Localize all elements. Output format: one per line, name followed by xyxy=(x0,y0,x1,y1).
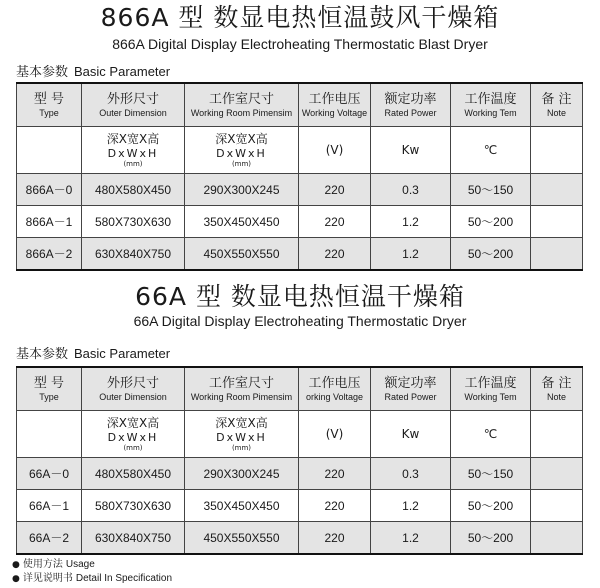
header-voltage: 工作电压 Working Voltage xyxy=(299,83,371,127)
basic-parameter-label-1 xyxy=(16,64,170,81)
table-row: 66A－1 580X730X630 350X450X450 220 1.2 50～200 xyxy=(17,490,583,522)
unit-type xyxy=(17,411,82,458)
unit-note xyxy=(531,127,583,174)
unit-voltage: (V) xyxy=(299,127,371,174)
header-type: 型 号 Type xyxy=(17,367,82,411)
unit-temp: ℃ xyxy=(451,127,531,174)
header-power: 额定功率 Rated Power xyxy=(371,83,451,127)
unit-row xyxy=(17,411,583,458)
table-row: 866A－0 480X580X450 290X300X245 220 0.3 50～150 xyxy=(17,174,583,206)
unit-note xyxy=(531,411,583,458)
unit-room: 深X宽X高 DxWxH (mm) xyxy=(185,411,299,458)
specification-note: ● 详见说明书 Detail In Specification xyxy=(12,573,173,584)
param-label-en: Basic Parameter xyxy=(74,346,171,361)
title-866a-en: 866A Digital Display Electroheating Thermostatic Blast Dryer xyxy=(112,36,488,52)
header-outer-dimension: 外形尺寸 Outer Dimension xyxy=(82,367,185,411)
spec-table-66a xyxy=(16,366,583,555)
table-row: 866A－2 630X840X750 450X550X550 220 1.2 50～200 xyxy=(17,238,583,271)
table-row: 866A－1 580X730X630 350X450X450 220 1.2 50～200 xyxy=(17,206,583,238)
param-label-en: Basic Parameter xyxy=(74,64,171,79)
table-row: 66A－0 480X580X450 290X300X245 220 0.3 50～150 xyxy=(17,458,583,490)
header-power: 额定功率 Rated Power xyxy=(371,367,451,411)
unit-power: Kw xyxy=(371,127,451,174)
header-note: 备 注 Note xyxy=(531,83,583,127)
header-voltage: 工作电压 orking Voltage xyxy=(299,367,371,411)
header-note: 备 注 Note xyxy=(531,367,583,411)
header-working-room: 工作室尺寸 Working Room Pimensim xyxy=(185,83,299,127)
table-header-row xyxy=(17,83,583,127)
usage-note: ● 使用方法 Usage xyxy=(12,559,95,570)
title-866a-zh: 866A 型 数显电热恒温鼓风干燥箱 xyxy=(100,3,500,32)
header-working-room: 工作室尺寸 Working Room Pimensim xyxy=(185,367,299,411)
unit-room: 深X宽X高 DxWxH (mm) xyxy=(185,127,299,174)
unit-power: Kw xyxy=(371,411,451,458)
table-row: 66A－2 630X840X750 450X550X550 220 1.2 50～200 xyxy=(17,522,583,555)
bullet-icon: ● xyxy=(12,574,20,584)
header-outer-dimension: 外形尺寸 Outer Dimension xyxy=(82,83,185,127)
unit-voltage: (V) xyxy=(299,411,371,458)
basic-parameter-label-2 xyxy=(16,346,170,363)
header-temperature: 工作温度 Working Tem xyxy=(451,83,531,127)
param-label-zh: 基本参数 xyxy=(16,347,69,362)
header-type: 型 号 Type xyxy=(17,83,82,127)
table-header-row xyxy=(17,367,583,411)
title-66a-zh: 66A 型 数显电热恒温干燥箱 xyxy=(135,282,465,311)
unit-outer: 深X宽X高 DxWxH (mm) xyxy=(82,411,185,458)
unit-outer: 深X宽X高 DxWxH (mm) xyxy=(82,127,185,174)
unit-temp: ℃ xyxy=(451,411,531,458)
header-temperature: 工作温度 Working Tem xyxy=(451,367,531,411)
bullet-icon: ● xyxy=(12,560,20,570)
spec-table-866a xyxy=(16,82,583,271)
unit-type xyxy=(17,127,82,174)
unit-row xyxy=(17,127,583,174)
param-label-zh: 基本参数 xyxy=(16,65,69,80)
title-66a-en: 66A Digital Display Electroheating Thermostatic Dryer xyxy=(133,313,467,329)
